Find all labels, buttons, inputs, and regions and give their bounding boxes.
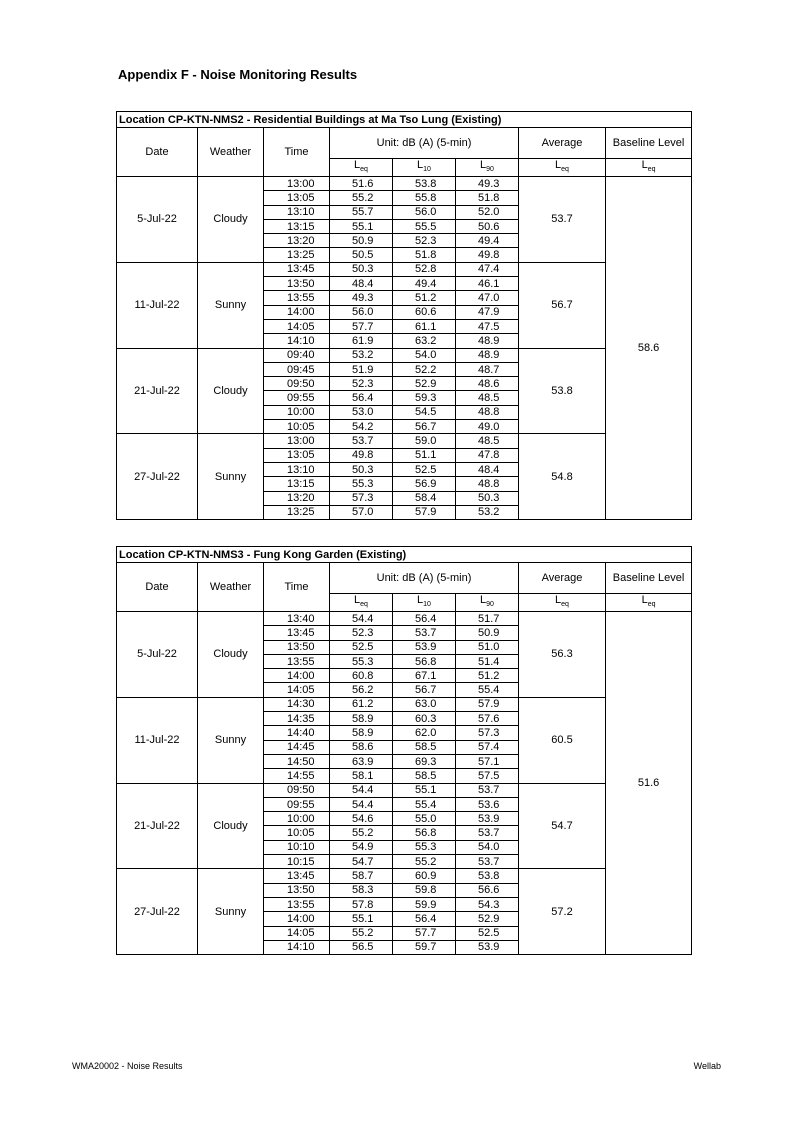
leq-cell: 53.7 <box>330 434 393 448</box>
l10-cell: 57.9 <box>393 505 456 519</box>
l10-cell: 56.0 <box>393 205 456 219</box>
l90-cell: 51.8 <box>456 191 519 205</box>
leq-cell: 51.9 <box>330 362 393 376</box>
l10-cell: 55.8 <box>393 191 456 205</box>
average-cell: 53.8 <box>519 348 606 434</box>
leq-cell: 55.7 <box>330 205 393 219</box>
l90-cell: 53.7 <box>456 783 519 797</box>
time-cell: 13:25 <box>264 505 330 519</box>
leq-cell: 57.8 <box>330 897 393 911</box>
l10-cell: 67.1 <box>393 669 456 683</box>
header-time: Time <box>264 128 330 177</box>
l90-cell: 49.4 <box>456 234 519 248</box>
weather-cell: Sunny <box>198 262 264 348</box>
leq-cell: 58.1 <box>330 769 393 783</box>
l90-cell: 50.9 <box>456 626 519 640</box>
noise-table-nms3 <box>116 546 692 955</box>
l10-cell: 59.0 <box>393 434 456 448</box>
l10-cell: 52.8 <box>393 262 456 276</box>
date-cell: 21-Jul-22 <box>117 783 198 869</box>
l90-cell: 46.1 <box>456 277 519 291</box>
l90-cell: 49.3 <box>456 177 519 191</box>
l10-cell: 55.5 <box>393 219 456 233</box>
time-cell: 10:00 <box>264 812 330 826</box>
l10-cell: 55.1 <box>393 783 456 797</box>
l10-cell: 56.9 <box>393 477 456 491</box>
leq-cell: 58.7 <box>330 869 393 883</box>
leq-cell: 56.0 <box>330 305 393 319</box>
baseline-cell: 58.6 <box>606 177 692 520</box>
leq-cell: 53.2 <box>330 348 393 362</box>
l10-cell: 55.4 <box>393 797 456 811</box>
table-row <box>117 262 692 276</box>
l90-cell: 52.0 <box>456 205 519 219</box>
time-cell: 09:50 <box>264 377 330 391</box>
l10-cell: 56.8 <box>393 826 456 840</box>
l10-cell: 53.7 <box>393 626 456 640</box>
header-weather: Weather <box>198 128 264 177</box>
time-cell: 13:50 <box>264 277 330 291</box>
l10-cell: 56.4 <box>393 912 456 926</box>
l10-cell: 59.9 <box>393 897 456 911</box>
header-leq: $L_{eq}$ <box>330 594 393 612</box>
l10-cell: 59.8 <box>393 883 456 897</box>
l90-cell: 48.9 <box>456 348 519 362</box>
average-cell: 57.2 <box>519 869 606 955</box>
l90-cell: 51.0 <box>456 640 519 654</box>
leq-cell: 55.3 <box>330 654 393 668</box>
average-cell: 56.3 <box>519 612 606 698</box>
leq-cell: 50.5 <box>330 248 393 262</box>
header-weather: Weather <box>198 563 264 612</box>
footer-company: Wellab <box>693 1061 721 1071</box>
leq-cell: 55.2 <box>330 926 393 940</box>
l10-cell: 56.7 <box>393 683 456 697</box>
header-average: Average <box>519 563 606 594</box>
l10-cell: 52.2 <box>393 362 456 376</box>
l10-cell: 54.0 <box>393 348 456 362</box>
l10-cell: 60.9 <box>393 869 456 883</box>
l90-cell: 50.3 <box>456 491 519 505</box>
leq-cell: 58.9 <box>330 712 393 726</box>
leq-cell: 51.6 <box>330 177 393 191</box>
l10-cell: 55.2 <box>393 855 456 869</box>
time-cell: 13:45 <box>264 626 330 640</box>
header-unit: Unit: dB (A) (5-min) <box>330 128 519 159</box>
time-cell: 14:35 <box>264 712 330 726</box>
time-cell: 10:05 <box>264 826 330 840</box>
time-cell: 14:10 <box>264 334 330 348</box>
time-cell: 09:55 <box>264 797 330 811</box>
header-leq: $L_{eq}$ <box>330 159 393 177</box>
time-cell: 09:55 <box>264 391 330 405</box>
date-cell: 11-Jul-22 <box>117 262 198 348</box>
header-baseline-leq: $L_{eq}$ <box>606 594 692 612</box>
l10-cell: 51.2 <box>393 291 456 305</box>
time-cell: 10:05 <box>264 420 330 434</box>
time-cell: 14:05 <box>264 926 330 940</box>
time-cell: 09:50 <box>264 783 330 797</box>
leq-cell: 48.4 <box>330 277 393 291</box>
header-l10: $L_{10}$ <box>393 594 456 612</box>
leq-cell: 58.9 <box>330 726 393 740</box>
l90-cell: 48.7 <box>456 362 519 376</box>
l90-cell: 54.3 <box>456 897 519 911</box>
average-cell: 53.7 <box>519 177 606 263</box>
time-cell: 09:45 <box>264 362 330 376</box>
time-cell: 13:00 <box>264 177 330 191</box>
header-l90: $L_{90}$ <box>456 594 519 612</box>
time-cell: 13:20 <box>264 234 330 248</box>
l90-cell: 49.8 <box>456 248 519 262</box>
l90-cell: 57.1 <box>456 754 519 768</box>
weather-cell: Cloudy <box>198 783 264 869</box>
leq-cell: 57.7 <box>330 319 393 333</box>
leq-cell: 54.9 <box>330 840 393 854</box>
leq-cell: 55.1 <box>330 219 393 233</box>
page-title: Appendix F - Noise Monitoring Results <box>118 67 358 82</box>
l90-cell: 48.8 <box>456 405 519 419</box>
l90-cell: 51.2 <box>456 669 519 683</box>
time-cell: 13:00 <box>264 434 330 448</box>
time-cell: 13:45 <box>264 869 330 883</box>
l10-cell: 57.7 <box>393 926 456 940</box>
l90-cell: 53.9 <box>456 940 519 954</box>
l90-cell: 48.5 <box>456 434 519 448</box>
time-cell: 13:10 <box>264 205 330 219</box>
table-row <box>117 697 692 711</box>
l10-cell: 58.5 <box>393 740 456 754</box>
leq-cell: 56.4 <box>330 391 393 405</box>
time-cell: 13:40 <box>264 612 330 626</box>
leq-cell: 52.3 <box>330 377 393 391</box>
leq-cell: 54.7 <box>330 855 393 869</box>
header-date: Date <box>117 563 198 612</box>
l10-cell: 58.4 <box>393 491 456 505</box>
l10-cell: 52.3 <box>393 234 456 248</box>
time-cell: 14:00 <box>264 912 330 926</box>
header-l10: $L_{10}$ <box>393 159 456 177</box>
date-cell: 27-Jul-22 <box>117 434 198 520</box>
l10-cell: 56.4 <box>393 612 456 626</box>
l10-cell: 69.3 <box>393 754 456 768</box>
leq-cell: 60.8 <box>330 669 393 683</box>
time-cell: 14:30 <box>264 697 330 711</box>
l90-cell: 53.2 <box>456 505 519 519</box>
time-cell: 10:10 <box>264 840 330 854</box>
date-cell: 11-Jul-22 <box>117 697 198 783</box>
table-row <box>117 434 692 448</box>
time-cell: 13:05 <box>264 191 330 205</box>
leq-cell: 54.4 <box>330 783 393 797</box>
baseline-cell: 51.6 <box>606 612 692 955</box>
l10-cell: 59.7 <box>393 940 456 954</box>
leq-cell: 63.9 <box>330 754 393 768</box>
l90-cell: 50.6 <box>456 219 519 233</box>
l10-cell: 58.5 <box>393 769 456 783</box>
l10-cell: 53.8 <box>393 177 456 191</box>
time-cell: 10:00 <box>264 405 330 419</box>
leq-cell: 52.3 <box>330 626 393 640</box>
leq-cell: 50.3 <box>330 262 393 276</box>
time-cell: 14:00 <box>264 305 330 319</box>
l90-cell: 57.4 <box>456 740 519 754</box>
leq-cell: 50.9 <box>330 234 393 248</box>
time-cell: 13:45 <box>264 262 330 276</box>
leq-cell: 54.6 <box>330 812 393 826</box>
leq-cell: 55.3 <box>330 477 393 491</box>
time-cell: 14:00 <box>264 669 330 683</box>
time-cell: 13:05 <box>264 448 330 462</box>
header-average-leq: $L_{eq}$ <box>519 159 606 177</box>
date-cell: 5-Jul-22 <box>117 177 198 263</box>
l90-cell: 47.9 <box>456 305 519 319</box>
l90-cell: 55.4 <box>456 683 519 697</box>
l10-cell: 56.8 <box>393 654 456 668</box>
l90-cell: 48.5 <box>456 391 519 405</box>
average-cell: 54.7 <box>519 783 606 869</box>
time-cell: 13:50 <box>264 883 330 897</box>
l90-cell: 56.6 <box>456 883 519 897</box>
time-cell: 10:15 <box>264 855 330 869</box>
l10-cell: 56.7 <box>393 420 456 434</box>
date-cell: 27-Jul-22 <box>117 869 198 955</box>
time-cell: 14:05 <box>264 683 330 697</box>
header-average-leq: $L_{eq}$ <box>519 594 606 612</box>
header-l90: $L_{90}$ <box>456 159 519 177</box>
leq-cell: 49.3 <box>330 291 393 305</box>
time-cell: 09:40 <box>264 348 330 362</box>
location-title: Location CP-KTN-NMS3 - Fung Kong Garden (Existing) <box>117 547 692 563</box>
time-cell: 14:55 <box>264 769 330 783</box>
time-cell: 13:55 <box>264 291 330 305</box>
l90-cell: 57.3 <box>456 726 519 740</box>
l10-cell: 63.0 <box>393 697 456 711</box>
time-cell: 13:55 <box>264 897 330 911</box>
leq-cell: 58.6 <box>330 740 393 754</box>
leq-cell: 53.0 <box>330 405 393 419</box>
date-cell: 5-Jul-22 <box>117 612 198 698</box>
l10-cell: 55.0 <box>393 812 456 826</box>
l90-cell: 51.4 <box>456 654 519 668</box>
weather-cell: Sunny <box>198 434 264 520</box>
table-row <box>117 348 692 362</box>
l90-cell: 48.9 <box>456 334 519 348</box>
l90-cell: 51.7 <box>456 612 519 626</box>
weather-cell: Cloudy <box>198 177 264 263</box>
leq-cell: 55.2 <box>330 191 393 205</box>
l10-cell: 51.8 <box>393 248 456 262</box>
l90-cell: 48.4 <box>456 462 519 476</box>
leq-cell: 57.0 <box>330 505 393 519</box>
l10-cell: 60.6 <box>393 305 456 319</box>
average-cell: 54.8 <box>519 434 606 520</box>
table-row <box>117 612 692 626</box>
leq-cell: 57.3 <box>330 491 393 505</box>
l10-cell: 62.0 <box>393 726 456 740</box>
time-cell: 13:55 <box>264 654 330 668</box>
header-unit: Unit: dB (A) (5-min) <box>330 563 519 594</box>
leq-cell: 56.5 <box>330 940 393 954</box>
leq-cell: 52.5 <box>330 640 393 654</box>
l90-cell: 49.0 <box>456 420 519 434</box>
leq-cell: 58.3 <box>330 883 393 897</box>
leq-cell: 49.8 <box>330 448 393 462</box>
table-row <box>117 177 692 191</box>
time-cell: 13:10 <box>264 462 330 476</box>
leq-cell: 61.9 <box>330 334 393 348</box>
l90-cell: 57.5 <box>456 769 519 783</box>
weather-cell: Sunny <box>198 697 264 783</box>
table-row <box>117 869 692 883</box>
header-baseline: Baseline Level <box>606 563 692 594</box>
l90-cell: 52.5 <box>456 926 519 940</box>
l10-cell: 49.4 <box>393 277 456 291</box>
l10-cell: 52.5 <box>393 462 456 476</box>
l90-cell: 47.5 <box>456 319 519 333</box>
header-average: Average <box>519 128 606 159</box>
noise-table-nms2 <box>116 111 692 520</box>
l10-cell: 61.1 <box>393 319 456 333</box>
l90-cell: 53.9 <box>456 812 519 826</box>
l10-cell: 63.2 <box>393 334 456 348</box>
time-cell: 14:10 <box>264 940 330 954</box>
leq-cell: 61.2 <box>330 697 393 711</box>
leq-cell: 55.2 <box>330 826 393 840</box>
l10-cell: 52.9 <box>393 377 456 391</box>
header-baseline: Baseline Level <box>606 128 692 159</box>
time-cell: 14:50 <box>264 754 330 768</box>
time-cell: 13:15 <box>264 219 330 233</box>
l90-cell: 47.8 <box>456 448 519 462</box>
average-cell: 60.5 <box>519 697 606 783</box>
time-cell: 14:45 <box>264 740 330 754</box>
table-row <box>117 783 692 797</box>
weather-cell: Sunny <box>198 869 264 955</box>
leq-cell: 54.2 <box>330 420 393 434</box>
l10-cell: 59.3 <box>393 391 456 405</box>
l90-cell: 48.8 <box>456 477 519 491</box>
l90-cell: 57.9 <box>456 697 519 711</box>
l10-cell: 53.9 <box>393 640 456 654</box>
l90-cell: 48.6 <box>456 377 519 391</box>
time-cell: 13:15 <box>264 477 330 491</box>
leq-cell: 54.4 <box>330 612 393 626</box>
header-time: Time <box>264 563 330 612</box>
weather-cell: Cloudy <box>198 612 264 698</box>
leq-cell: 50.3 <box>330 462 393 476</box>
l90-cell: 57.6 <box>456 712 519 726</box>
l90-cell: 53.6 <box>456 797 519 811</box>
header-baseline-leq: $L_{eq}$ <box>606 159 692 177</box>
average-cell: 56.7 <box>519 262 606 348</box>
l10-cell: 51.1 <box>393 448 456 462</box>
l90-cell: 47.0 <box>456 291 519 305</box>
weather-cell: Cloudy <box>198 348 264 434</box>
l90-cell: 47.4 <box>456 262 519 276</box>
time-cell: 13:50 <box>264 640 330 654</box>
header-date: Date <box>117 128 198 177</box>
leq-cell: 54.4 <box>330 797 393 811</box>
l90-cell: 53.7 <box>456 855 519 869</box>
time-cell: 13:25 <box>264 248 330 262</box>
l90-cell: 52.9 <box>456 912 519 926</box>
leq-cell: 55.1 <box>330 912 393 926</box>
l10-cell: 60.3 <box>393 712 456 726</box>
l90-cell: 54.0 <box>456 840 519 854</box>
time-cell: 14:05 <box>264 319 330 333</box>
date-cell: 21-Jul-22 <box>117 348 198 434</box>
location-title: Location CP-KTN-NMS2 - Residential Buildings at Ma Tso Lung (Existing) <box>117 112 692 128</box>
l90-cell: 53.7 <box>456 826 519 840</box>
footer-document-code: WMA20002 - Noise Results <box>72 1061 183 1071</box>
l10-cell: 54.5 <box>393 405 456 419</box>
l90-cell: 53.8 <box>456 869 519 883</box>
l10-cell: 55.3 <box>393 840 456 854</box>
time-cell: 13:20 <box>264 491 330 505</box>
leq-cell: 56.2 <box>330 683 393 697</box>
time-cell: 14:40 <box>264 726 330 740</box>
